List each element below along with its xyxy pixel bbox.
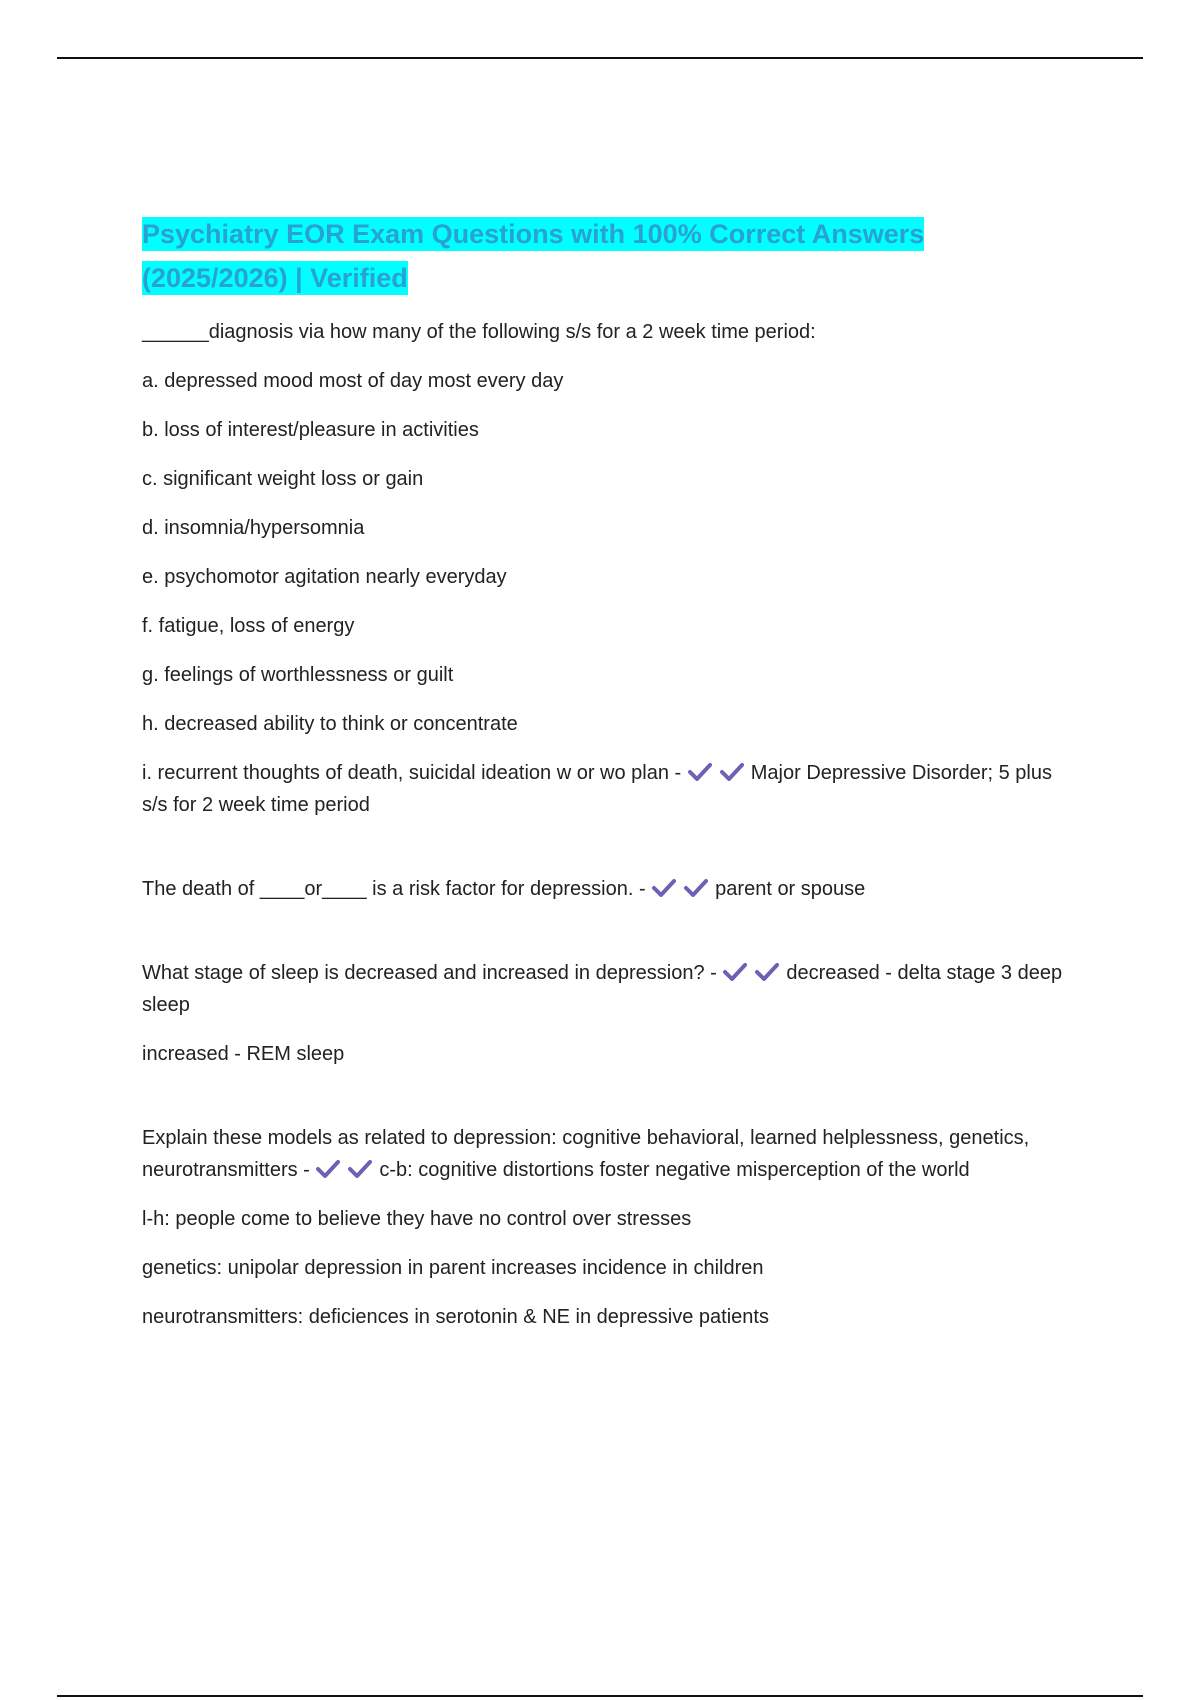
spacer xyxy=(142,1070,1072,1122)
q3-question: What stage of sleep is decreased and increased in depression? - xyxy=(142,962,723,984)
q3-answer: decreased - delta stage 3 deep sleep xyxy=(142,962,1063,1016)
q2 xyxy=(142,873,1072,905)
q4-extra-lh: l-h: people come to believe they have no control over stresses xyxy=(142,1208,692,1230)
check-icon xyxy=(315,1159,341,1179)
q1-stem: ______diagnosis via how many of the following s/s for a 2 week time period: xyxy=(142,321,816,343)
bottom-rule xyxy=(57,1695,1143,1697)
q1-item-d: d. insomnia/hypersomnia xyxy=(142,517,365,539)
q4-question: Explain these models as related to depression: cognitive behavioral, learned helplessness, genetics, neurotransmitters - xyxy=(142,1127,1030,1181)
q3-extra: increased - REM sleep xyxy=(142,1043,345,1065)
q1-item-b: b. loss of interest/pleasure in activities xyxy=(142,419,479,441)
q1-item-i xyxy=(142,757,1072,821)
q4-extra-neurotransmitters: neurotransmitters: deficiences in serotonin & NE in depressive patients xyxy=(142,1306,769,1328)
q1-item-a: a. depressed mood most of day most every day xyxy=(142,370,564,392)
title-line-2: (2025/2026) | Verified xyxy=(142,263,408,293)
q1-item-f: f. fatigue, loss of energy xyxy=(142,615,355,637)
check-icon xyxy=(722,962,748,982)
spacer xyxy=(142,905,1072,957)
q4-answer: c-b: cognitive distortions foster negative misperception of the world xyxy=(379,1159,970,1181)
check-icon xyxy=(687,762,713,782)
check-icon xyxy=(651,878,677,898)
q3 xyxy=(142,957,1072,1021)
q1-item-i-text: i. recurrent thoughts of death, suicidal ideation w or wo plan - xyxy=(142,762,687,784)
q1-item-e: e. psychomotor agitation nearly everyday xyxy=(142,566,507,588)
q1-answer: Major Depressive Disorder; 5 plus s/s for 2 week time period xyxy=(142,762,1052,816)
q1-item-g: g. feelings of worthlessness or guilt xyxy=(142,664,454,686)
check-icon xyxy=(683,878,709,898)
document-body xyxy=(142,212,1072,1350)
check-icon xyxy=(754,962,780,982)
check-icon xyxy=(719,762,745,782)
top-rule xyxy=(57,57,1143,59)
spacer xyxy=(142,821,1072,873)
q4-extra-genetics: genetics: unipolar depression in parent increases incidence in children xyxy=(142,1257,764,1279)
document-title xyxy=(142,212,1072,300)
q1-item-c: c. significant weight loss or gain xyxy=(142,468,424,490)
check-icon xyxy=(347,1159,373,1179)
title-line-1: Psychiatry EOR Exam Questions with 100% Correct Answers xyxy=(142,219,925,249)
q2-answer: parent or spouse xyxy=(715,878,866,900)
q1-item-h: h. decreased ability to think or concentrate xyxy=(142,713,518,735)
q4 xyxy=(142,1122,1072,1186)
q2-question: The death of ____or____ is a risk factor for depression. - xyxy=(142,878,652,900)
